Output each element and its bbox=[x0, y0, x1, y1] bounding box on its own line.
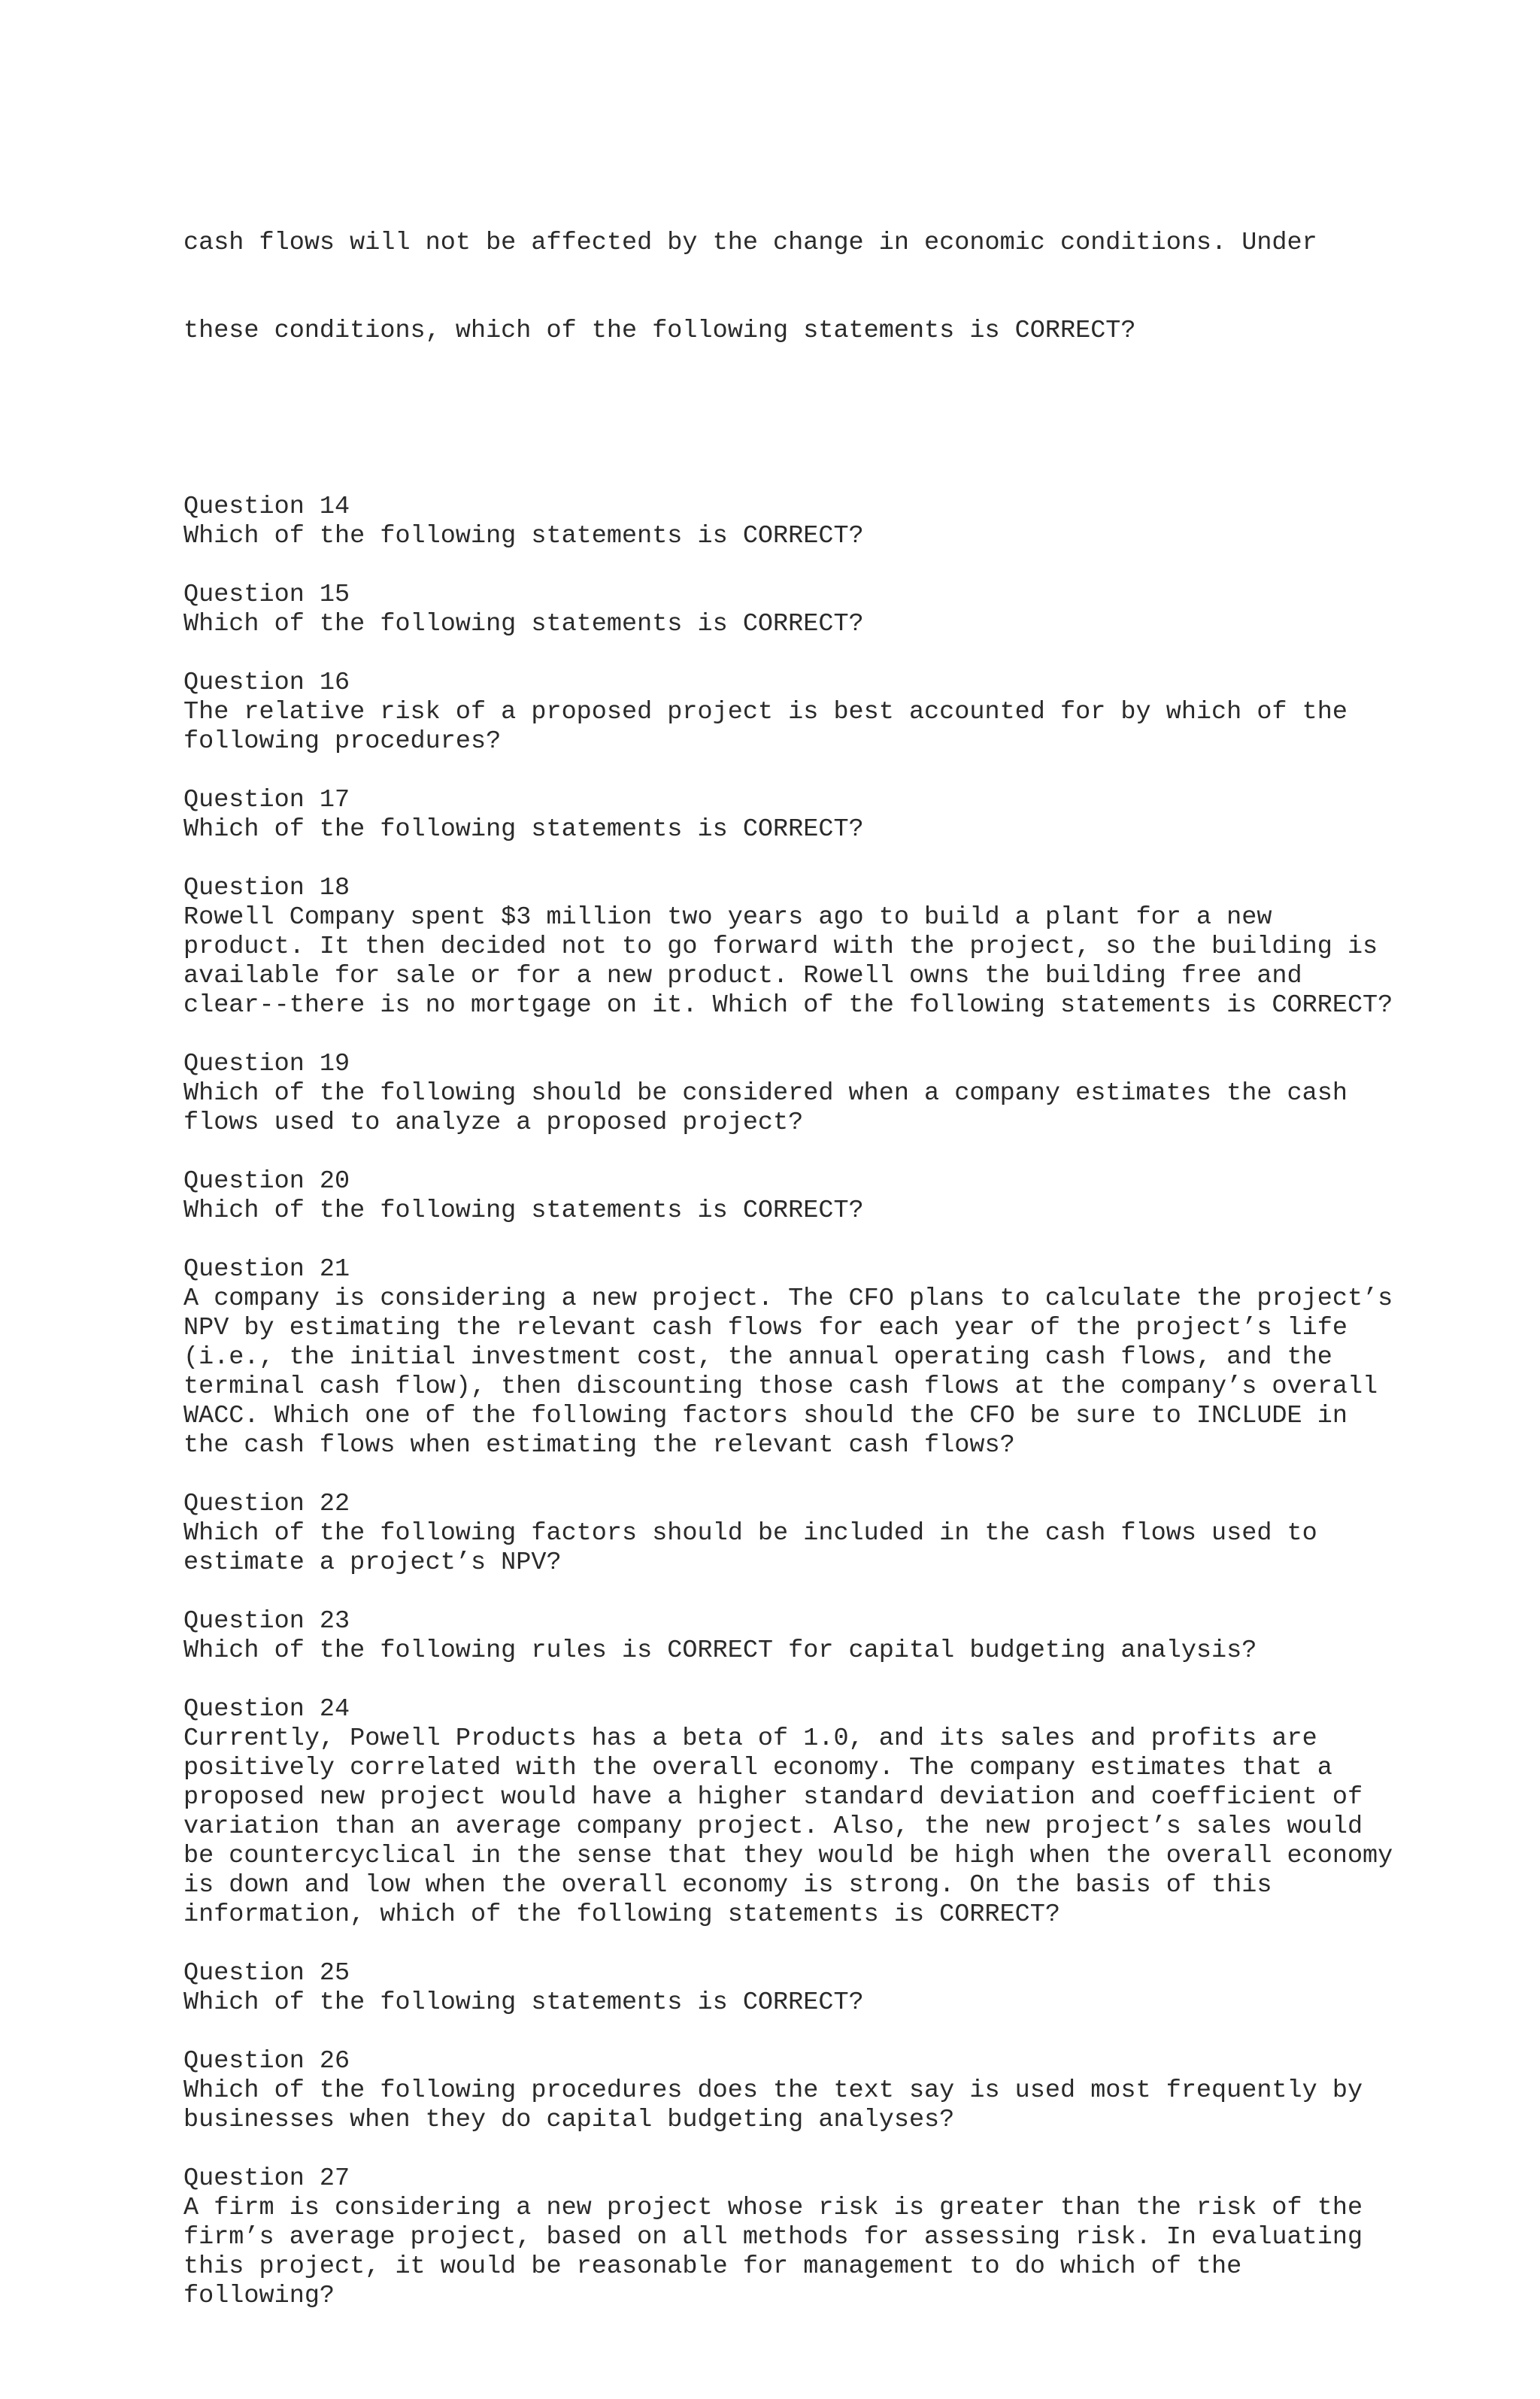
question-block bbox=[183, 2047, 1477, 2135]
question-text-line: is down and low when the overall economy is strong. On the basis of this bbox=[183, 1871, 1272, 1900]
question-text-line: variation than an average company project. Also, the new project’s sales would bbox=[183, 1812, 1363, 1841]
question-label: Question 15 bbox=[183, 581, 350, 609]
question-text-line: Which of the following should be considered when a company estimates the cash bbox=[183, 1079, 1348, 1108]
question-text-line: terminal cash flow), then discounting those cash flows at the company’s overall bbox=[183, 1372, 1378, 1401]
question-text-line: proposed new project would have a higher standard deviation and coefficient of bbox=[183, 1783, 1363, 1812]
question-list bbox=[183, 493, 1477, 2311]
question-text-line: Which of the following statements is CORRECT? bbox=[183, 1988, 864, 2017]
question-text-line: flows used to analyze a proposed project? bbox=[183, 1109, 804, 1137]
question-text-line: be countercyclical in the sense that they would be high when the overall economy bbox=[183, 1842, 1393, 1870]
question-text-line: A company is considering a new project. The CFO plans to calculate the project’s bbox=[183, 1284, 1393, 1313]
question-text-line: information, which of the following statements is CORRECT? bbox=[183, 1900, 1060, 1929]
question-text-line: Which of the following statements is CORRECT? bbox=[183, 815, 864, 844]
question-text-line: the cash flows when estimating the relevant cash flows? bbox=[183, 1431, 1015, 1460]
question-text-line: businesses when they do capital budgeting analyses? bbox=[183, 2106, 955, 2134]
question-label: Question 18 bbox=[183, 874, 350, 902]
question-label: Question 17 bbox=[183, 786, 350, 814]
question-text-line: WACC. Which one of the following factors should the CFO be sure to INCLUDE in bbox=[183, 1402, 1348, 1430]
document-body bbox=[183, 111, 1477, 2399]
question-block bbox=[183, 1695, 1477, 1930]
intro-paragraph bbox=[183, 170, 1477, 405]
intro-line: these conditions, which of the following statements is CORRECT? bbox=[183, 317, 1136, 345]
question-text-line: estimate a project’s NPV? bbox=[183, 1548, 562, 1577]
question-block bbox=[183, 1607, 1477, 1666]
question-text-line: clear--there is no mortgage on it. Which of the following statements is CORRECT? bbox=[183, 991, 1393, 1020]
question-block bbox=[183, 1255, 1477, 1460]
question-block bbox=[183, 786, 1477, 845]
question-text-line: firm’s average project, based on all methods for assessing risk. In evaluating bbox=[183, 2223, 1363, 2252]
question-text-line: (i.e., the initial investment cost, the annual operating cash flows, and the bbox=[183, 1343, 1332, 1372]
question-block bbox=[183, 2164, 1477, 2311]
question-text-line: following? bbox=[183, 2282, 335, 2310]
question-block bbox=[183, 581, 1477, 639]
question-label: Question 23 bbox=[183, 1607, 350, 1636]
question-text-line: following procedures? bbox=[183, 727, 502, 756]
intro-line: cash flows will not be affected by the change in economic conditions. Under bbox=[183, 229, 1317, 257]
question-text-line: Rowell Company spent $3 million two years ago to build a plant for a new bbox=[183, 903, 1272, 932]
question-text-line: available for sale or for a new product. Rowell owns the building free and bbox=[183, 962, 1302, 990]
question-label: Question 22 bbox=[183, 1490, 350, 1518]
question-label: Question 25 bbox=[183, 1959, 350, 1988]
question-text-line: Which of the following statements is CORRECT? bbox=[183, 522, 864, 550]
question-label: Question 21 bbox=[183, 1255, 350, 1284]
question-text-line: Which of the following statements is CORRECT? bbox=[183, 1196, 864, 1225]
question-label: Question 19 bbox=[183, 1050, 350, 1078]
question-label: Question 24 bbox=[183, 1695, 350, 1724]
question-block bbox=[183, 1050, 1477, 1138]
question-text-line: NPV by estimating the relevant cash flows for each year of the project’s life bbox=[183, 1314, 1348, 1342]
question-block bbox=[183, 1959, 1477, 2018]
question-text-line: product. It then decided not to go forward with the project, so the building is bbox=[183, 933, 1378, 961]
question-text-line: Which of the following factors should be included in the cash flows used to bbox=[183, 1519, 1317, 1548]
question-label: Question 20 bbox=[183, 1167, 350, 1196]
question-block bbox=[183, 669, 1477, 757]
question-block bbox=[183, 1490, 1477, 1578]
question-label: Question 27 bbox=[183, 2164, 350, 2193]
question-text-line: The relative risk of a proposed project is best accounted for by which of the bbox=[183, 698, 1348, 726]
question-label: Question 14 bbox=[183, 493, 350, 521]
question-label: Question 16 bbox=[183, 669, 350, 697]
question-block bbox=[183, 1167, 1477, 1226]
question-block bbox=[183, 493, 1477, 551]
question-text-line: Currently, Powell Products has a beta of 1.0, and its sales and profits are bbox=[183, 1724, 1317, 1753]
question-text-line: Which of the following rules is CORRECT for capital budgeting analysis? bbox=[183, 1636, 1257, 1665]
question-label: Question 26 bbox=[183, 2047, 350, 2076]
question-text-line: this project, it would be reasonable for management to do which of the bbox=[183, 2252, 1242, 2281]
question-text-line: Which of the following statements is CORRECT? bbox=[183, 610, 864, 638]
question-block bbox=[183, 874, 1477, 1021]
question-text-line: Which of the following procedures does the text say is used most frequently by bbox=[183, 2076, 1363, 2105]
question-text-line: A firm is considering a new project whose risk is greater than the risk of the bbox=[183, 2194, 1363, 2222]
question-text-line: positively correlated with the overall economy. The company estimates that a bbox=[183, 1754, 1332, 1782]
